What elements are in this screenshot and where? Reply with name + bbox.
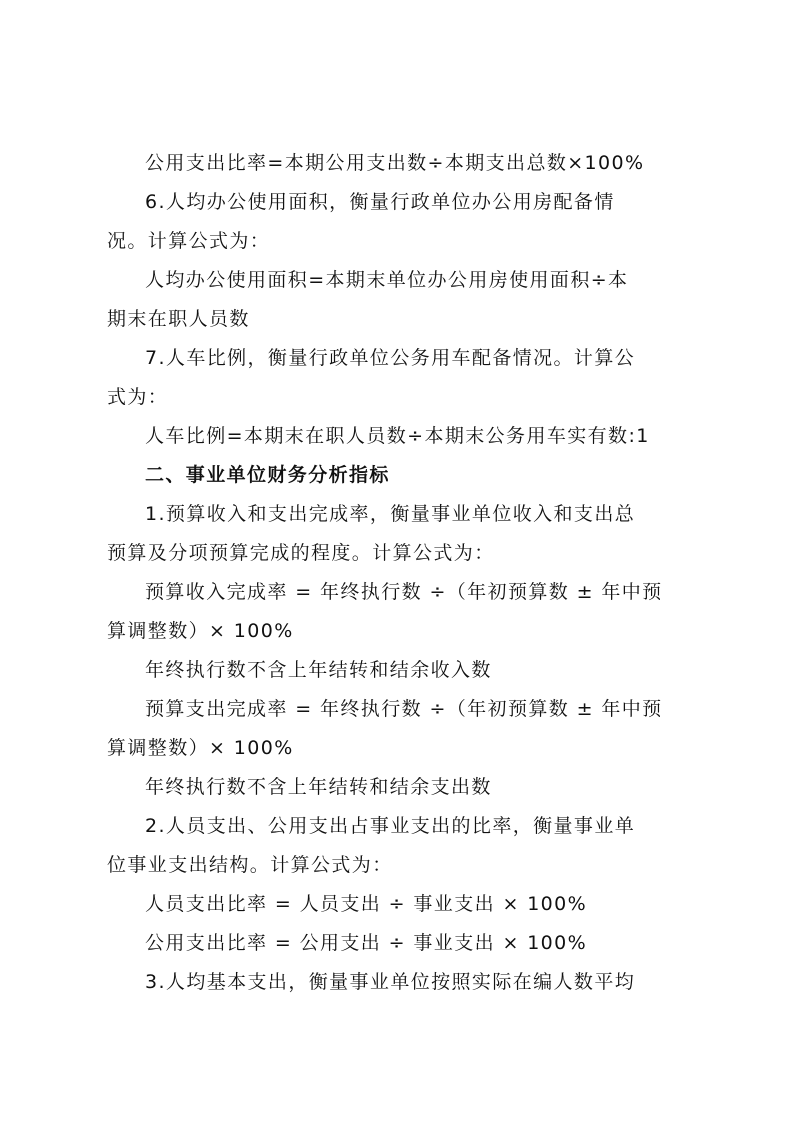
formula-line: 人车比例=本期末在职人员数÷本期末公务用车实有数:1 xyxy=(145,425,650,447)
paragraph-line: 1.预算收入和支出完成率，衡量事业单位收入和支出总 xyxy=(145,503,636,525)
formula-line: 预算收入完成率 = 年终执行数 ÷（年初预算数 ± 年中预 xyxy=(145,581,663,603)
paragraph-line: 7.人车比例，衡量行政单位公务用车配备情况。计算公 xyxy=(145,347,636,369)
paragraph-line: 式为： xyxy=(107,386,169,408)
formula-line: 人员支出比率 = 人员支出 ÷ 事业支出 × 100% xyxy=(145,893,588,915)
section-heading: 二、事业单位财务分析指标 xyxy=(145,464,390,486)
paragraph-line: 3.人均基本支出，衡量事业单位按照实际在编人数平均 xyxy=(145,971,636,993)
formula-line: 期末在职人员数 xyxy=(107,308,250,330)
formula-line: 算调整数）× 100% xyxy=(107,737,294,759)
note-line: 年终执行数不含上年结转和结余收入数 xyxy=(145,659,492,681)
paragraph-line: 位事业支出结构。计算公式为： xyxy=(107,854,393,876)
formula-line: 公用支出比率 = 公用支出 ÷ 事业支出 × 100% xyxy=(145,932,588,954)
formula-line: 算调整数）× 100% xyxy=(107,620,294,642)
paragraph-line: 2.人员支出、公用支出占事业支出的比率，衡量事业单 xyxy=(145,815,636,837)
formula-line: 人均办公使用面积=本期末单位办公用房使用面积÷本 xyxy=(145,269,629,291)
formula-line: 预算支出完成率 = 年终执行数 ÷（年初预算数 ± 年中预 xyxy=(145,698,663,720)
formula-line: 公用支出比率=本期公用支出数÷本期支出总数×100% xyxy=(145,152,645,174)
paragraph-line: 预算及分项预算完成的程度。计算公式为： xyxy=(107,542,495,564)
paragraph-line: 况。计算公式为： xyxy=(107,230,271,252)
paragraph-line: 6.人均办公使用面积，衡量行政单位办公用房配备情 xyxy=(145,191,615,213)
note-line: 年终执行数不含上年结转和结余支出数 xyxy=(145,776,492,798)
